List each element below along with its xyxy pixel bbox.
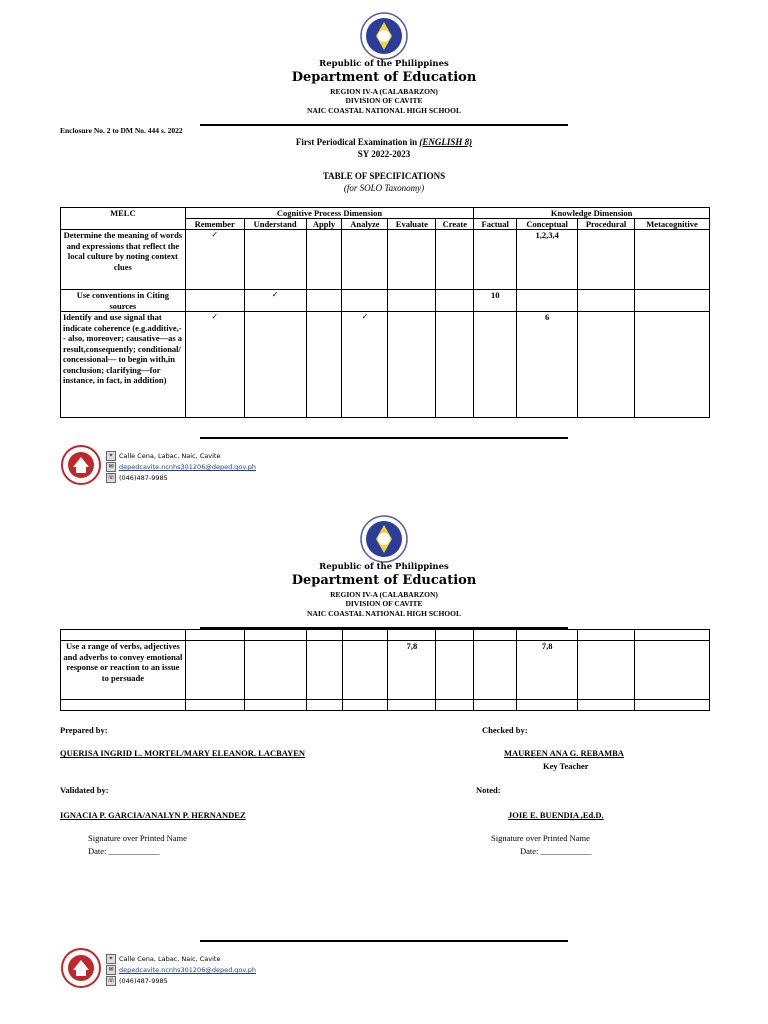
footer-phone: (046)487-9985 bbox=[119, 977, 168, 985]
footer-contact bbox=[106, 451, 256, 484]
footer-email[interactable]: depedcavite.ncnhs301206@deped.gov.ph bbox=[119, 966, 257, 974]
col-analyze: Analyze bbox=[342, 219, 388, 230]
check-mark: ✓ bbox=[185, 230, 244, 290]
footer-address: Calle Cena, Labac, Naic, Cavite bbox=[119, 452, 221, 460]
phone-icon: ☏ bbox=[107, 474, 115, 481]
region-text: REGION IV-A (CALABARZON) bbox=[330, 590, 438, 599]
cognitive-dimension-header: Cognitive Process Dimension bbox=[185, 208, 474, 219]
deped-seal-icon bbox=[360, 515, 408, 563]
department-title: Department of Education bbox=[291, 573, 477, 588]
col-understand: Understand bbox=[244, 219, 306, 230]
validated-names: IGNACIA P. GARCIA/ANALYN P. HERNANDEZ bbox=[60, 810, 246, 820]
school-logo-icon bbox=[61, 948, 101, 988]
republic-text: Republic of the Philippines bbox=[319, 59, 449, 69]
check-mark: ✓ bbox=[244, 290, 306, 312]
date-label-right: Date: ____________ bbox=[520, 846, 592, 856]
melc-header: MELC bbox=[61, 208, 186, 230]
footer-divider bbox=[200, 940, 568, 942]
exam-subject: (ENGLISH 8) bbox=[419, 137, 473, 147]
melc-cell: Identify and use signal that indicate coherence (e.g.additive,-- also, moreover; causative—as a result,consequently; conditional/ concessional— to begin with,in conclusion; clarifying—for instance, in fact, in addition) bbox=[61, 312, 186, 418]
conceptual-cell: 6 bbox=[517, 312, 578, 418]
conceptual-cell: 7,8 bbox=[517, 641, 578, 700]
tos-subtitle: (for SOLO Taxonomy) bbox=[343, 183, 425, 193]
col-factual: Factual bbox=[474, 219, 517, 230]
school-logo-icon bbox=[61, 445, 101, 485]
footer-contact bbox=[106, 954, 256, 987]
prepared-names: QUERISA INGRID L. MORTEL/MARY ELEANOR. LACBAYEN bbox=[60, 748, 306, 758]
factual-cell: 10 bbox=[474, 290, 517, 312]
checked-role: Key Teacher bbox=[543, 761, 589, 771]
footer-phone: (046)487-9985 bbox=[119, 474, 168, 482]
header-divider bbox=[200, 124, 568, 126]
date-label-left: Date: ____________ bbox=[88, 846, 160, 856]
checked-name: MAUREEN ANA G. REBAMBA bbox=[504, 748, 624, 758]
region-text: REGION IV-A (CALABARZON) bbox=[330, 87, 438, 96]
signature-label-left: Signature over Printed Name bbox=[88, 833, 187, 843]
tos-table bbox=[60, 207, 710, 418]
school-text: NAIC COASTAL NATIONAL HIGH SCHOOL bbox=[307, 609, 461, 618]
noted-label: Noted: bbox=[476, 785, 501, 795]
col-procedural: Procedural bbox=[578, 219, 635, 230]
footer-divider bbox=[200, 437, 568, 439]
exam-title bbox=[0, 137, 768, 147]
check-mark: ✓ bbox=[185, 312, 244, 418]
melc-cell: Use conventions in Citing sources bbox=[61, 290, 186, 312]
division-text: DIVISION OF CAVITE bbox=[345, 96, 423, 105]
table-row bbox=[61, 312, 710, 418]
knowledge-dimension-header: Knowledge Dimension bbox=[474, 208, 710, 219]
check-mark: ✓ bbox=[342, 312, 388, 418]
department-title: Department of Education bbox=[291, 70, 477, 85]
tos-title: TABLE OF SPECIFICATIONS bbox=[322, 171, 446, 181]
phone-icon: ☏ bbox=[107, 977, 115, 984]
evaluate-cell: 7,8 bbox=[388, 641, 436, 700]
prepared-label: Prepared by: bbox=[60, 725, 108, 735]
table-row bbox=[61, 290, 710, 312]
location-icon: ⌖ bbox=[106, 451, 116, 461]
validated-label: Validated by: bbox=[60, 785, 109, 795]
melc-cell: Determine the meaning of words and expressions that reflect the local culture by noting context clues bbox=[61, 230, 186, 290]
col-create: Create bbox=[436, 219, 474, 230]
email-icon: ✉ bbox=[106, 462, 116, 472]
footer-email[interactable]: depedcavite.ncnhs301206@deped.gov.ph bbox=[119, 463, 257, 471]
enclosure-text: Enclosure No. 2 to DM No. 444 s. 2022 bbox=[60, 126, 183, 135]
tos-table-continued bbox=[60, 629, 710, 711]
location-icon: ⌖ bbox=[106, 954, 116, 964]
school-year: SY 2022-2023 bbox=[357, 149, 411, 159]
deped-seal-icon bbox=[360, 12, 408, 60]
checked-label: Checked by: bbox=[482, 725, 528, 735]
col-apply: Apply bbox=[306, 219, 342, 230]
table-row bbox=[61, 230, 710, 290]
melc-cell: Use a range of verbs, adjectives and adverbs to convey emotional response or reaction to an issue to persuade bbox=[61, 641, 186, 700]
republic-text: Republic of the Philippines bbox=[319, 562, 449, 572]
school-text: NAIC COASTAL NATIONAL HIGH SCHOOL bbox=[307, 106, 461, 115]
division-text: DIVISION OF CAVITE bbox=[345, 599, 423, 608]
email-icon: ✉ bbox=[106, 965, 116, 975]
noted-name: JOIE E. BUENDIA ,Ed.D. bbox=[508, 810, 604, 820]
table-row bbox=[61, 641, 710, 700]
col-metacognitive: Metacognitive bbox=[635, 219, 710, 230]
signature-label-right: Signature over Printed Name bbox=[491, 833, 590, 843]
col-remember: Remember bbox=[185, 219, 244, 230]
col-conceptual: Conceptual bbox=[517, 219, 578, 230]
conceptual-cell: 1,2,3,4 bbox=[517, 230, 578, 290]
exam-prefix: First Periodical Examination in bbox=[295, 137, 420, 147]
footer-address: Calle Cena, Labac, Naic, Cavite bbox=[119, 955, 221, 963]
col-evaluate: Evaluate bbox=[388, 219, 436, 230]
